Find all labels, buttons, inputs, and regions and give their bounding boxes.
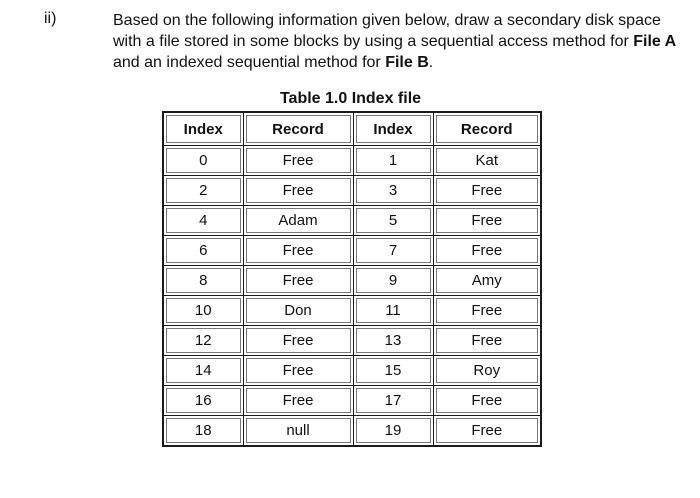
table-row [163, 266, 541, 296]
index-cell: 9 [353, 266, 433, 296]
record-cell: Free [243, 356, 353, 386]
record-cell: Free [433, 296, 541, 326]
record-cell: Free [243, 236, 353, 266]
index-cell: 2 [163, 176, 243, 206]
table-row [163, 206, 541, 236]
index-cell: 15 [353, 356, 433, 386]
index-file-table [162, 111, 542, 447]
index-cell: 5 [353, 206, 433, 236]
record-cell: Free [243, 326, 353, 356]
index-cell: 0 [163, 146, 243, 176]
header-record-1: Record [243, 112, 353, 146]
table-header-row [163, 112, 541, 146]
index-cell: 12 [163, 326, 243, 356]
index-cell: 7 [353, 236, 433, 266]
record-cell: Free [433, 176, 541, 206]
record-cell: Free [433, 386, 541, 416]
table-row [163, 386, 541, 416]
table-row [163, 326, 541, 356]
index-cell: 4 [163, 206, 243, 236]
index-cell: 18 [163, 416, 243, 447]
index-cell: 11 [353, 296, 433, 326]
record-cell: Don [243, 296, 353, 326]
index-cell: 6 [163, 236, 243, 266]
record-cell: Free [433, 236, 541, 266]
table-row [163, 146, 541, 176]
table-row [163, 236, 541, 266]
table-caption: Table 1.0 Index file [279, 90, 422, 107]
question-text-part3: . [428, 54, 434, 71]
question-text-part1: Based on the following information given below, draw a secondary disk space with a file stored in some blocks by using a sequential access method for [113, 12, 661, 50]
record-cell: Roy [433, 356, 541, 386]
header-index-1: Index [163, 112, 243, 146]
question-number: ii) [44, 10, 57, 27]
table-row [163, 416, 541, 447]
record-cell: Free [243, 266, 353, 296]
record-cell: Free [433, 326, 541, 356]
table-row [163, 296, 541, 326]
header-record-2: Record [433, 112, 541, 146]
table-row [163, 176, 541, 206]
question-text-part2: and an indexed sequential method for [113, 54, 386, 71]
index-cell: 13 [353, 326, 433, 356]
file-b-label: File B [385, 54, 429, 71]
record-cell: Adam [243, 206, 353, 236]
question-text [113, 10, 688, 73]
record-cell: Free [433, 416, 541, 447]
index-cell: 8 [163, 266, 243, 296]
table-row [163, 356, 541, 386]
index-cell: 10 [163, 296, 243, 326]
record-cell: null [243, 416, 353, 447]
record-cell: Free [243, 146, 353, 176]
index-cell: 19 [353, 416, 433, 447]
record-cell: Free [243, 176, 353, 206]
index-cell: 17 [353, 386, 433, 416]
record-cell: Amy [433, 266, 541, 296]
index-cell: 3 [353, 176, 433, 206]
index-cell: 1 [353, 146, 433, 176]
index-cell: 14 [163, 356, 243, 386]
record-cell: Kat [433, 146, 541, 176]
header-index-2: Index [353, 112, 433, 146]
record-cell: Free [433, 206, 541, 236]
file-a-label: File A [633, 33, 677, 50]
record-cell: Free [243, 386, 353, 416]
index-cell: 16 [163, 386, 243, 416]
table-body [163, 146, 541, 447]
